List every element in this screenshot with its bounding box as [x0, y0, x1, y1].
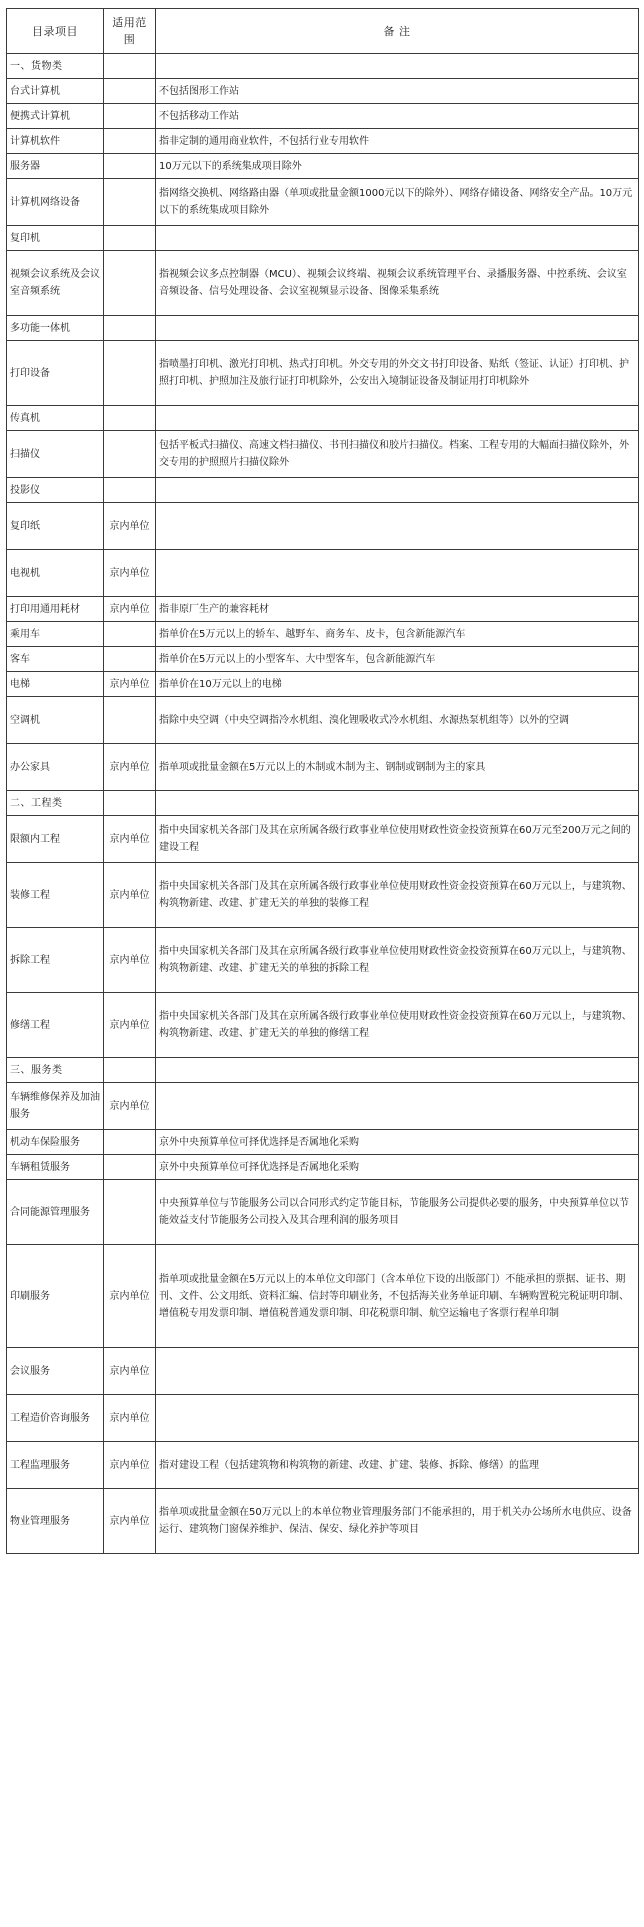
table-row — [7, 154, 639, 179]
cell-remark: 指单价在10万元以上的电梯 — [156, 672, 639, 697]
cell-remark — [156, 226, 639, 251]
table-row — [7, 863, 639, 928]
table-row — [7, 1180, 639, 1245]
table-row — [7, 406, 639, 431]
cell-catalog-item: 视频会议系统及会议室音频系统 — [7, 251, 104, 316]
cell-catalog-item: 一、货物类 — [7, 54, 104, 79]
table-row — [7, 129, 639, 154]
cell-applicable-scope — [104, 697, 156, 744]
cell-applicable-scope — [104, 129, 156, 154]
table-row — [7, 104, 639, 129]
cell-applicable-scope: 京内单位 — [104, 863, 156, 928]
cell-catalog-item: 复印机 — [7, 226, 104, 251]
cell-remark — [156, 1083, 639, 1130]
cell-applicable-scope — [104, 54, 156, 79]
cell-applicable-scope: 京内单位 — [104, 1348, 156, 1395]
cell-remark: 指喷墨打印机、激光打印机、热式打印机。外交专用的外交文书打印设备、贴纸（签证、认证）打印机、护照打印机、护照加注及旅行证打印机除外，公安出入境制证设备及制证用打印机除外 — [156, 341, 639, 406]
cell-catalog-item: 扫描仪 — [7, 431, 104, 478]
cell-catalog-item: 客车 — [7, 647, 104, 672]
table-row — [7, 503, 639, 550]
cell-catalog-item: 机动车保险服务 — [7, 1130, 104, 1155]
cell-applicable-scope: 京内单位 — [104, 503, 156, 550]
cell-catalog-item: 传真机 — [7, 406, 104, 431]
procurement-catalog-table — [6, 8, 639, 1554]
cell-remark — [156, 1348, 639, 1395]
cell-catalog-item: 车辆租赁服务 — [7, 1155, 104, 1180]
table-row — [7, 341, 639, 406]
cell-remark — [156, 316, 639, 341]
cell-applicable-scope — [104, 341, 156, 406]
cell-remark — [156, 503, 639, 550]
cell-applicable-scope — [104, 1058, 156, 1083]
cell-catalog-item: 办公家具 — [7, 744, 104, 791]
cell-catalog-item: 工程监理服务 — [7, 1442, 104, 1489]
cell-remark — [156, 1058, 639, 1083]
cell-catalog-item: 印刷服务 — [7, 1245, 104, 1348]
cell-remark — [156, 1395, 639, 1442]
cell-catalog-item: 打印用通用耗材 — [7, 597, 104, 622]
cell-catalog-item: 计算机网络设备 — [7, 179, 104, 226]
cell-applicable-scope: 京内单位 — [104, 1245, 156, 1348]
cell-catalog-item: 二、工程类 — [7, 791, 104, 816]
cell-applicable-scope: 京内单位 — [104, 1395, 156, 1442]
cell-applicable-scope — [104, 226, 156, 251]
cell-remark: 指单价在5万元以上的小型客车、大中型客车，包含新能源汽车 — [156, 647, 639, 672]
table-row — [7, 1245, 639, 1348]
cell-remark — [156, 406, 639, 431]
cell-remark — [156, 478, 639, 503]
cell-catalog-item: 电视机 — [7, 550, 104, 597]
cell-applicable-scope — [104, 154, 156, 179]
cell-catalog-item: 打印设备 — [7, 341, 104, 406]
table-row — [7, 79, 639, 104]
table-row — [7, 597, 639, 622]
cell-remark: 指除中央空调（中央空调指冷水机组、溴化锂吸收式冷水机组、水源热泵机组等）以外的空调 — [156, 697, 639, 744]
cell-applicable-scope: 京内单位 — [104, 1489, 156, 1554]
table-row — [7, 226, 639, 251]
cell-catalog-item: 修缮工程 — [7, 993, 104, 1058]
cell-remark: 指非原厂生产的兼容耗材 — [156, 597, 639, 622]
cell-catalog-item: 三、服务类 — [7, 1058, 104, 1083]
cell-applicable-scope — [104, 1155, 156, 1180]
table-row — [7, 1442, 639, 1489]
cell-catalog-item: 空调机 — [7, 697, 104, 744]
cell-applicable-scope — [104, 1180, 156, 1245]
cell-catalog-item: 复印纸 — [7, 503, 104, 550]
cell-applicable-scope — [104, 622, 156, 647]
cell-applicable-scope — [104, 79, 156, 104]
cell-catalog-item: 工程造价咨询服务 — [7, 1395, 104, 1442]
cell-applicable-scope: 京内单位 — [104, 816, 156, 863]
cell-catalog-item: 装修工程 — [7, 863, 104, 928]
cell-catalog-item: 车辆维修保养及加油服务 — [7, 1083, 104, 1130]
cell-remark: 京外中央预算单位可择优选择是否属地化采购 — [156, 1155, 639, 1180]
cell-remark: 指单价在5万元以上的轿车、越野车、商务车、皮卡，包含新能源汽车 — [156, 622, 639, 647]
cell-applicable-scope: 京内单位 — [104, 1083, 156, 1130]
column-header-item: 目录项目 — [7, 9, 104, 54]
table-row — [7, 697, 639, 744]
cell-applicable-scope — [104, 251, 156, 316]
cell-remark — [156, 791, 639, 816]
cell-catalog-item: 计算机软件 — [7, 129, 104, 154]
cell-applicable-scope — [104, 406, 156, 431]
table-row — [7, 179, 639, 226]
table-row — [7, 550, 639, 597]
cell-applicable-scope: 京内单位 — [104, 993, 156, 1058]
table-row — [7, 1130, 639, 1155]
cell-remark: 不包括移动工作站 — [156, 104, 639, 129]
table-header — [7, 9, 639, 54]
cell-remark: 指非定制的通用商业软件，不包括行业专用软件 — [156, 129, 639, 154]
cell-remark: 指视频会议多点控制器（MCU）、视频会议终端、视频会议系统管理平台、录播服务器、中控系统、会议室音频设备、信号处理设备、会议室视频显示设备、图像采集系统 — [156, 251, 639, 316]
table-row — [7, 478, 639, 503]
table-row — [7, 1348, 639, 1395]
cell-applicable-scope — [104, 104, 156, 129]
cell-remark: 指单项或批量金额在5万元以上的本单位文印部门（含本单位下设的出版部门）不能承担的票据、证书、期刊、文件、公文用纸、资料汇编、信封等印刷业务，不包括海关业务单证印刷、车辆购置税完税证明印制、增值税专用发票印制、增值税普通发票印制、印花税票印制、航空运输电子客票行程单印制 — [156, 1245, 639, 1348]
cell-catalog-item: 会议服务 — [7, 1348, 104, 1395]
cell-applicable-scope — [104, 316, 156, 341]
cell-catalog-item: 拆除工程 — [7, 928, 104, 993]
table-row — [7, 1395, 639, 1442]
cell-remark: 不包括图形工作站 — [156, 79, 639, 104]
cell-catalog-item: 多功能一体机 — [7, 316, 104, 341]
table-row — [7, 672, 639, 697]
cell-remark: 10万元以下的系统集成项目除外 — [156, 154, 639, 179]
cell-remark: 京外中央预算单位可择优选择是否属地化采购 — [156, 1130, 639, 1155]
table-row — [7, 816, 639, 863]
cell-remark: 包括平板式扫描仪、高速文档扫描仪、书刊扫描仪和胶片扫描仪。档案、工程专用的大幅面扫描仪除外，外交专用的护照照片扫描仪除外 — [156, 431, 639, 478]
cell-remark: 指中央国家机关各部门及其在京所属各级行政事业单位使用财政性资金投资预算在60万元以上，与建筑物、构筑物新建、改建、扩建无关的单独的修缮工程 — [156, 993, 639, 1058]
cell-catalog-item: 台式计算机 — [7, 79, 104, 104]
header-row — [7, 9, 639, 54]
cell-applicable-scope: 京内单位 — [104, 597, 156, 622]
cell-catalog-item: 限额内工程 — [7, 816, 104, 863]
cell-catalog-item: 乘用车 — [7, 622, 104, 647]
cell-applicable-scope: 京内单位 — [104, 928, 156, 993]
table-row — [7, 251, 639, 316]
table-row — [7, 316, 639, 341]
column-header-note: 备 注 — [156, 9, 639, 54]
table-row — [7, 1155, 639, 1180]
cell-remark: 指对建设工程（包括建筑物和构筑物的新建、改建、扩建、装修、拆除、修缮）的监理 — [156, 1442, 639, 1489]
cell-applicable-scope: 京内单位 — [104, 1442, 156, 1489]
cell-catalog-item: 物业管理服务 — [7, 1489, 104, 1554]
table-section-row — [7, 1058, 639, 1083]
table-row — [7, 431, 639, 478]
cell-catalog-item: 服务器 — [7, 154, 104, 179]
cell-catalog-item: 电梯 — [7, 672, 104, 697]
cell-applicable-scope — [104, 478, 156, 503]
cell-remark: 指单项或批量金额在5万元以上的木制或木制为主、钢制或钢制为主的家具 — [156, 744, 639, 791]
cell-remark: 指中央国家机关各部门及其在京所属各级行政事业单位使用财政性资金投资预算在60万元以上，与建筑物、构筑物新建、改建、扩建无关的单独的拆除工程 — [156, 928, 639, 993]
table-row — [7, 1083, 639, 1130]
cell-applicable-scope — [104, 179, 156, 226]
cell-remark: 指单项或批量金额在50万元以上的本单位物业管理服务部门不能承担的，用于机关办公场所水电供应、设备运行、建筑物门窗保养维护、保洁、保安、绿化养护等项目 — [156, 1489, 639, 1554]
cell-remark: 指中央国家机关各部门及其在京所属各级行政事业单位使用财政性资金投资预算在60万元至200万元之间的建设工程 — [156, 816, 639, 863]
table-row — [7, 622, 639, 647]
cell-applicable-scope — [104, 791, 156, 816]
cell-applicable-scope — [104, 431, 156, 478]
cell-catalog-item: 投影仪 — [7, 478, 104, 503]
cell-applicable-scope: 京内单位 — [104, 550, 156, 597]
column-header-scope: 适用范围 — [104, 9, 156, 54]
cell-applicable-scope: 京内单位 — [104, 744, 156, 791]
table-row — [7, 993, 639, 1058]
table-body — [7, 54, 639, 1554]
cell-catalog-item: 便携式计算机 — [7, 104, 104, 129]
cell-remark: 中央预算单位与节能服务公司以合同形式约定节能目标，节能服务公司提供必要的服务，中央预算单位以节能效益支付节能服务公司投入及其合理利润的服务项目 — [156, 1180, 639, 1245]
table-row — [7, 1489, 639, 1554]
cell-remark: 指网络交换机、网络路由器（单项或批量金额1000元以下的除外）、网络存储设备、网络安全产品。10万元以下的系统集成项目除外 — [156, 179, 639, 226]
cell-remark — [156, 550, 639, 597]
cell-catalog-item: 合同能源管理服务 — [7, 1180, 104, 1245]
table-section-row — [7, 791, 639, 816]
table-row — [7, 744, 639, 791]
table-row — [7, 647, 639, 672]
cell-applicable-scope — [104, 647, 156, 672]
table-section-row — [7, 54, 639, 79]
cell-remark — [156, 54, 639, 79]
cell-applicable-scope: 京内单位 — [104, 672, 156, 697]
cell-applicable-scope — [104, 1130, 156, 1155]
cell-remark: 指中央国家机关各部门及其在京所属各级行政事业单位使用财政性资金投资预算在60万元以上，与建筑物、构筑物新建、改建、扩建无关的单独的装修工程 — [156, 863, 639, 928]
table-row — [7, 928, 639, 993]
